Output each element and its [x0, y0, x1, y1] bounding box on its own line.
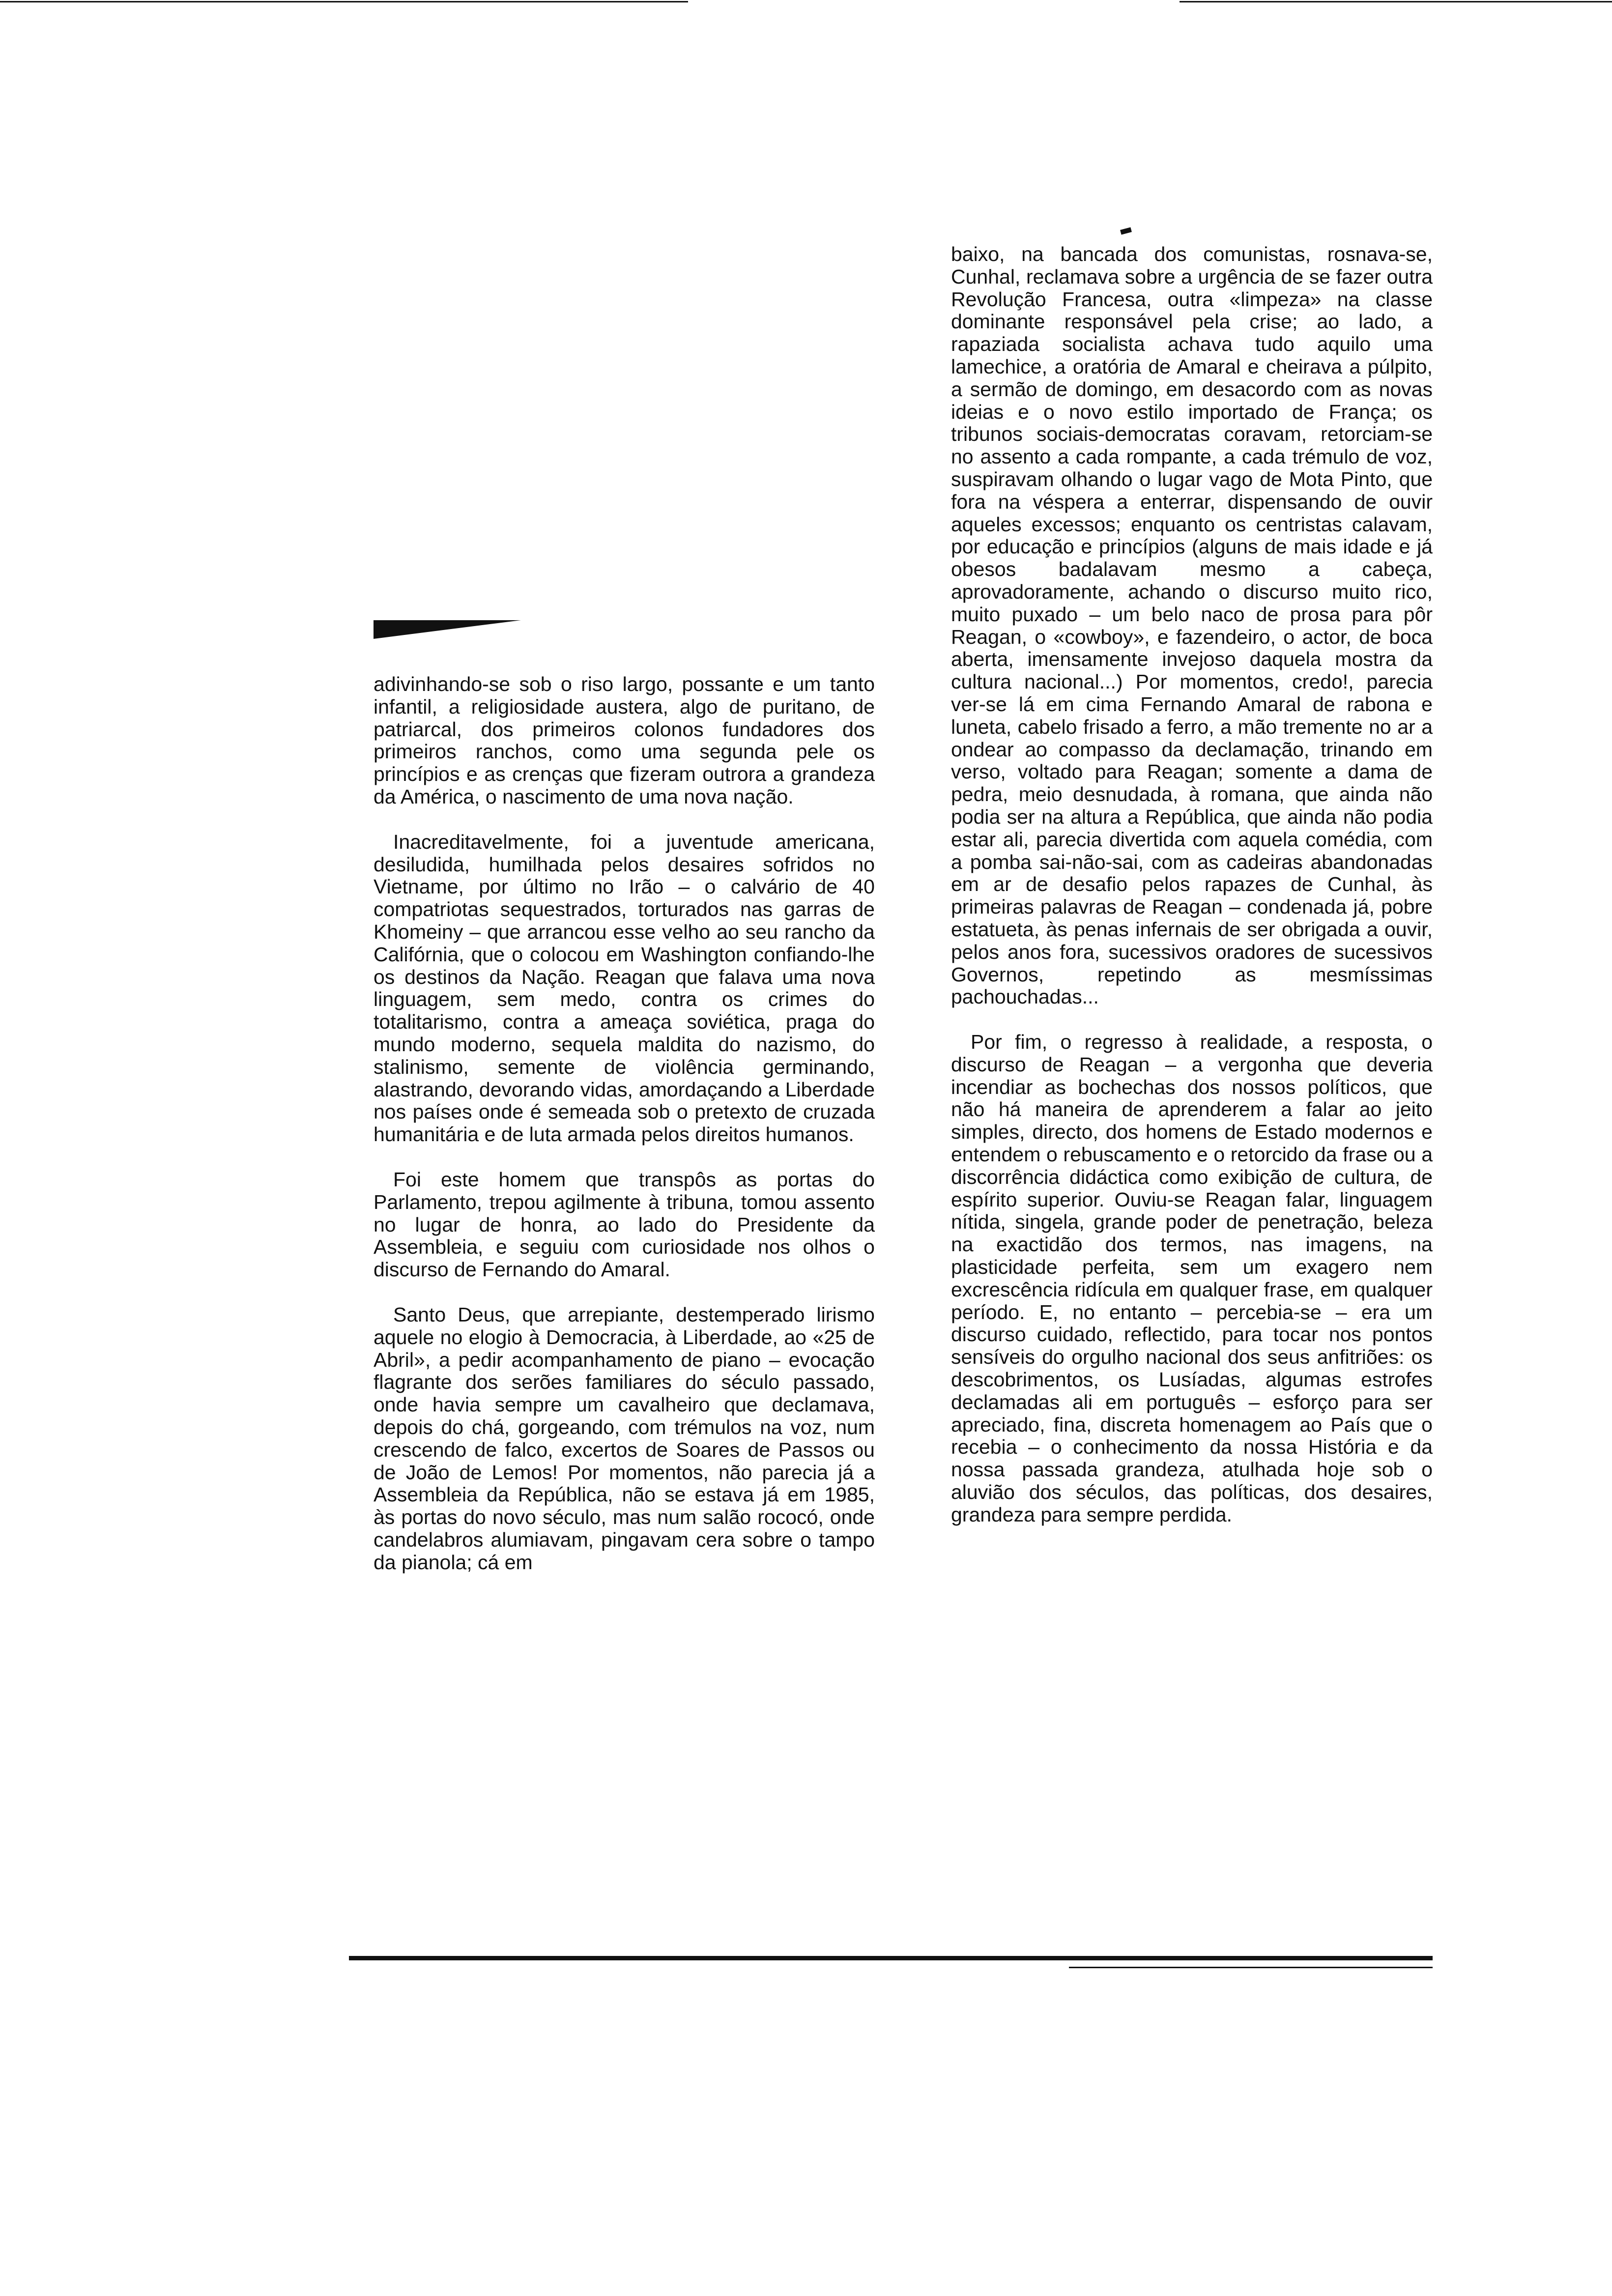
paragraph: Santo Deus, que arrepiante, destemperado lirismo aquele no elogio à Democracia, à Liberdade, ao «25 de Abril», a pedir acompanhamento de piano – evocação flagrante dos serões familiares do século passado, onde havia sempre um cavalheiro que declamava, depois do chá, gorgeando, com trémulos na voz, num crescendo de falco, excertos de Soares de Passos ou de João de Lemos! Por momentos, não parecia já a Assembleia da República, não se estava já em 1985, às portas do novo século, mas num salão rococó, onde candelabros alumiavam, pingavam cera sobre o tampo da pianola; cá em [374, 1303, 875, 1574]
column-small-mark [1120, 227, 1132, 234]
bottom-rule [349, 1956, 1433, 1960]
column-wedge-mark [374, 620, 521, 639]
article-column-right [951, 243, 1433, 1526]
paragraph: Por fim, o regresso à realidade, a resposta, o discurso de Reagan – a vergonha que deveria incendiar as bochechas dos nossos políticos, que não há maneira de aprenderem a falar ao jeito simples, directo, dos homens de Estado modernos e entendem o rebuscamento e o retorcido da frase ou a discorrência didáctica como exibição de cultura, de espírito superior. Ouviu-se Reagan falar, linguagem nítida, singela, grande poder de penetração, beleza na exactidão dos termos, nas imagens, na plasticidade perfeita, sem um exagero nem excrescência ridícula em qualquer frase, em qualquer período. E, no entanto – percebia-se – era um discurso cuidado, reflectido, para tocar nos pontos sensíveis do orgulho nacional dos seus anfitriões: os descobrimentos, os Lusíadas, algumas estrofes declamadas ali em português – esforço para ser apreciado, fina, discreta homenagem ao País que o recebia – o conhecimento da nossa História e da nossa passada grandeza, atulhada hoje sob o aluvião dos séculos, das políticas, dos desaires, grandeza para sempre perdida. [951, 1031, 1433, 1526]
paragraph: baixo, na bancada dos comunistas, rosnava-se, Cunhal, reclamava sobre a urgência de se fazer outra Revolução Francesa, outra «limpeza» na classe dominante responsável pela crise; ao lado, a rapaziada socialista achava tudo aquilo uma lamechice, a oratória de Amaral e cheirava a púlpito, a sermão de domingo, em desacordo com as novas ideias e o novo estilo importado de França; os tribunos sociais-democratas coravam, retorciam-se no assento a cada rompante, a cada trémulo de voz, suspiravam olhando o lugar vago de Mota Pinto, que fora na véspera a enterrar, dispensando de ouvir aqueles excessos; enquanto os centristas calavam, por educação e princípios (alguns de mais idade e já obesos badalavam mesmo a cabeça, aprovadoramente, achando o discurso muito rico, muito puxado – um belo naco de prosa para pôr Reagan, o «cowboy», e fazendeiro, o actor, de boca aberta, imensamente invejoso daquela mostra da cultura nacional...) Por momentos, credo!, parecia ver-se lá em cima Fernando Amaral de rabona e luneta, cabelo frisado a ferro, a mão tremente no ar a ondear ao compasso da declamação, trinando em verso, voltado para Reagan; somente a dama de pedra, meio desnudada, à romana, que ainda não podia ser na altura a República, que ainda não podia estar ali, parecia divertida com aquela comédia, com a pomba sai-não-sai, com as cadeiras abandonadas em ar de desafio pelos rapazes de Cunhal, às primeiras palavras de Reagan – condenada já, pobre estatueta, às penas infernais de ser obrigada a ouvir, pelos anos fora, sucessivos oradores de sucessivos Governos, repetindo as mesmíssimas pachouchadas... [951, 243, 1433, 1008]
paragraph: Inacreditavelmente, foi a juventude americana, desiludida, humilhada pelos desaires sofridos no Vietname, por último no Irão – o calvário de 40 compatriotas sequestrados, torturados nas garras de Khomeiny – que arrancou esse velho ao seu rancho da Califórnia, que o colocou em Washington confiando-lhe os destinos da Nação. Reagan que falava uma nova linguagem, sem medo, contra os crimes do totalitarismo, contra a ameaça soviética, praga do mundo moderno, sequela maldita do nazismo, do stalinismo, semente de violência germinando, alastrando, devorando vidas, amordaçando a Liberdade nos países onde é semeada sob o pretexto de cruzada humanitária e de luta armada pelos direitos humanos. [374, 830, 875, 1146]
top-rule [0, 1, 688, 2]
top-rule-right [1180, 1, 1612, 2]
paragraph: adivinhando-se sob o riso largo, possante e um tanto infantil, a religiosidade austera, algo de puritano, de patriarcal, dos primeiros colonos fundadores dos primeiros ranchos, como uma segunda pele os princípios e as crenças que fizeram outrora a grandeza da América, o nascimento de uma nova nação. [374, 673, 875, 808]
paragraph: Foi este homem que transpôs as portas do Parlamento, trepou agilmente à tribuna, tomou assento no lugar de honra, ao lado do Presidente da Assembleia, e seguiu com curiosidade nos olhos o discurso de Fernando do Amaral. [374, 1168, 875, 1281]
bottom-rule-thin [1069, 1967, 1433, 1968]
article-column-left [374, 673, 875, 1574]
